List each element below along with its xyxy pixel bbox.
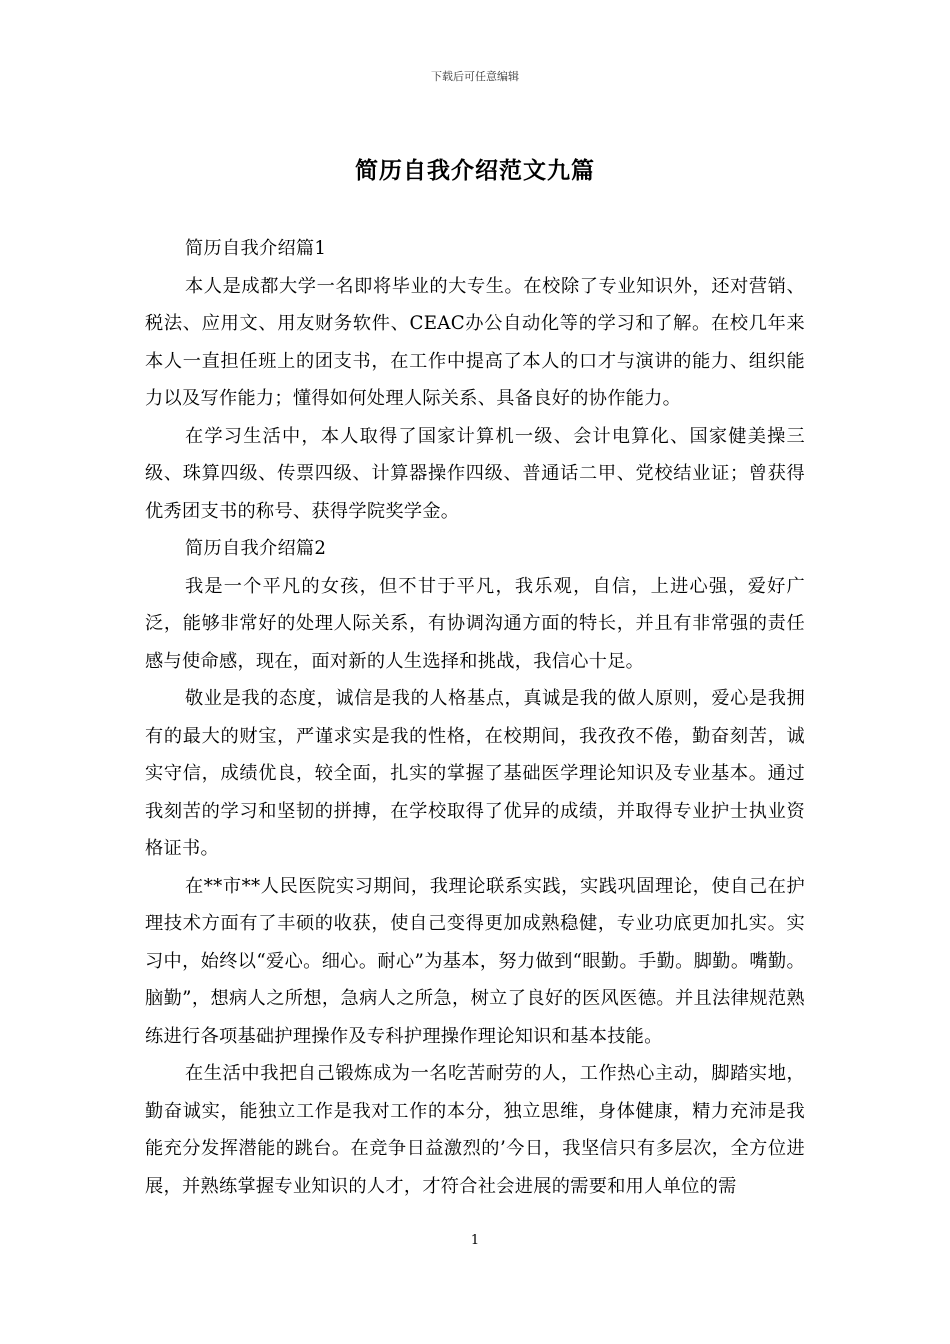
document-body [145, 230, 805, 1205]
section-heading-2: 简历自我介绍篇2 [185, 538, 327, 559]
paragraph: 在**市**人民医院实习期间，我理论联系实践，实践巩固理论，使自己在护理技术方面有了丰硕的收获，使自己变得更加成熟稳健，专业功底更加扎实。实习中，始终以“爱心。细心。耐心”为基本，努力做到“眼勤。手勤。脚勤。嘴勤。脑勤”，想病人之所想，急病人之所急，树立了良好的医风医德。并且法律规范熟练进行各项基础护理操作及专科护理操作理论知识和基本技能。 [145, 875, 805, 1047]
page-number: 1 [470, 1233, 480, 1248]
header-note: 下载后可任意编辑 [431, 70, 519, 83]
paragraph: 在生活中我把自己锻炼成为一名吃苦耐劳的人，工作热心主动，脚踏实地，勤奋诚实，能独立工作是我对工作的本分，独立思维，身体健康，精力充沛是我能充分发挥潜能的跳台。在竞争日益激烈的’今日，我坚信只有多层次，全方位进展，并熟练掌握专业知识的人才，才符合社会进展的需要和用人单位的需 [145, 1063, 805, 1197]
paragraph: 在学习生活中，本人取得了国家计算机一级、会计电算化、国家健美操三级、珠算四级、传票四级、计算器操作四级、普通话二甲、党校结业证；曾获得优秀团支书的称号、获得学院奖学金。 [145, 425, 805, 522]
paragraph: 敬业是我的态度，诚信是我的人格基点，真诚是我的做人原则，爱心是我拥有的最大的财宝，严谨求实是我的性格，在校期间，我孜孜不倦，勤奋刻苦，诚实守信，成绩优良，较全面，扎实的掌握了基础医学理论知识及专业基本。通过我刻苦的学习和坚韧的拼搏，在学校取得了优异的成绩，并取得专业护士执业资格证书。 [145, 688, 805, 859]
section-heading-1: 简历自我介绍篇1 [185, 238, 327, 259]
paragraph: 本人是成都大学一名即将毕业的大专生。在校除了专业知识外，还对营销、税法、应用文、用友财务软件、CEAC办公自动化等的学习和了解。在校几年来本人一直担任班上的团支书，在工作中提高了本人的口才与演讲的能力、组织能力以及写作能力；懂得如何处理人际关系、具备良好的协作能力。 [145, 275, 805, 409]
document-title: 简历自我介绍范文九篇 [355, 158, 595, 184]
paragraph: 我是一个平凡的女孩，但不甘于平凡，我乐观，自信，上进心强，爱好广泛，能够非常好的处理人际关系，有协调沟通方面的特长，并且有非常强的责任感与使命感，现在，面对新的人生选择和挑战，我信心十足。 [145, 575, 805, 672]
